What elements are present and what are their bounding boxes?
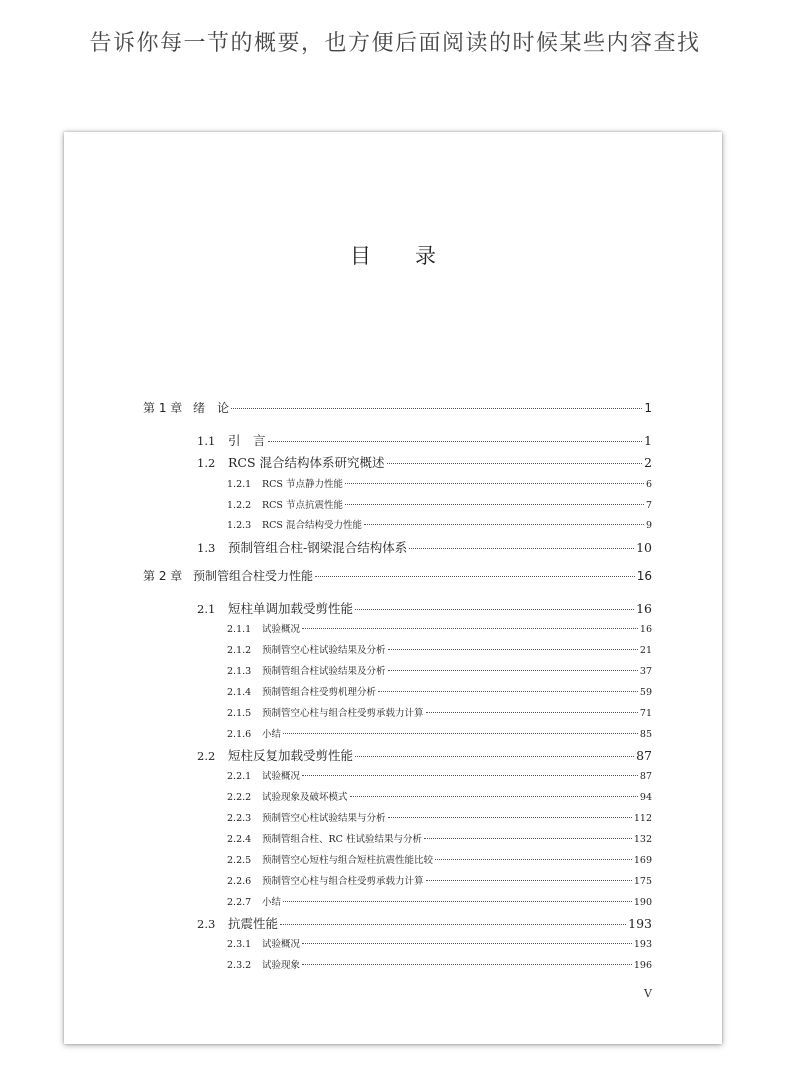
toc-entry-number: 1.1 [197,434,216,448]
toc-entry-number: 2.1.3 [227,666,252,677]
dot-leader [350,796,638,797]
toc-entry-label: 试验概况 [262,939,301,950]
toc-entry-page: 10 [636,540,652,555]
toc-entry-number: 1.2.3 [227,520,252,531]
toc-entry-subsection[interactable] [227,621,652,635]
toc-entry-page: 6 [645,479,652,490]
dot-leader [426,880,632,881]
toc-entry-number: 第 2 章 [143,569,183,583]
dot-leader [268,441,643,442]
toc-entry-number: 2.1.1 [227,624,252,635]
toc-entry-subsection[interactable] [227,663,652,677]
dot-leader [355,756,634,757]
toc-entry-page: 1 [644,401,652,415]
toc-entry-subsection[interactable] [227,684,652,698]
toc-entry-number: 1.2.1 [227,479,252,490]
dot-leader [280,924,626,925]
dot-leader [388,670,638,671]
toc-entry-subsection[interactable] [227,476,652,490]
toc-entry-section[interactable] [197,914,652,932]
dot-leader [315,576,635,577]
toc-entry-number: 2.1.6 [227,729,252,740]
toc-entry-label: RCS 节点静力性能 [262,479,343,490]
toc-entry-number: 2.1 [197,602,216,616]
toc-entry-subsection[interactable] [227,768,652,782]
dot-leader [426,712,638,713]
toc-entry-label: 试验现象 [262,960,301,971]
toc-entry-subsection[interactable] [227,810,652,824]
toc-entry-page: 87 [639,771,652,782]
toc-entry-section[interactable] [197,599,652,617]
toc-entry-number: 2.3.2 [227,960,252,971]
dot-leader [378,691,638,692]
toc-entry-chapter-1[interactable] [143,399,652,416]
toc-entry-page: 94 [639,792,652,803]
toc-entry-subsection[interactable] [227,517,652,531]
toc-entry-page: 37 [639,666,652,677]
toc-entry-label: 预制管空心柱与组合柱受剪承载力计算 [262,876,424,887]
dot-leader [302,943,632,944]
toc-entry-label: 小结 [262,897,282,908]
toc-entry-number: 2.3.1 [227,939,252,950]
book-page [64,132,722,1044]
toc-entry-subsection[interactable] [227,789,652,803]
toc-entry-label: 绪 论 [193,401,230,415]
toc-entry-page: 16 [639,624,652,635]
dot-leader [435,859,632,860]
toc-title: 目录 [350,244,480,268]
toc-entry-section[interactable] [197,431,652,449]
toc-entry-number: 2.2 [197,749,216,763]
toc-entry-number: 2.2.2 [227,792,252,803]
toc-entry-page: 132 [633,834,652,845]
toc-entry-page: 85 [639,729,652,740]
toc-entry-number: 1.2.2 [227,500,252,511]
toc-entry-page: 193 [633,939,652,950]
toc-entry-page: 59 [639,687,652,698]
dot-leader [409,548,634,549]
toc-entry-subsection[interactable] [227,497,652,511]
toc-entry-label: 预制管空心短柱与组合短柱抗震性能比较 [262,855,434,866]
toc-entry-subsection[interactable] [227,642,652,656]
toc-entry-label: 短柱单调加载受剪性能 [228,601,354,616]
dot-leader [302,964,632,965]
toc-entry-page: 190 [633,897,652,908]
toc-entry-page: 169 [633,855,652,866]
dot-leader [424,838,632,839]
toc-entry-page: 7 [645,500,652,511]
toc-entry-number: 第 1 章 [143,401,183,415]
toc-entry-label: RCS 混合结构体系研究概述 [228,455,385,470]
toc-entry-number: 2.2.4 [227,834,252,845]
dot-leader [231,408,642,409]
toc-entry-section[interactable] [197,746,652,764]
dot-leader [345,504,644,505]
toc-entry-page: 175 [633,876,652,887]
toc-entry-subsection[interactable] [227,705,652,719]
toc-entry-number: 2.1.2 [227,645,252,656]
toc-entry-page: 193 [628,916,652,931]
toc-entry-label: 预制管组合柱-钢梁混合结构体系 [228,540,408,555]
toc-entry-label: 预制管组合柱受力性能 [193,569,314,583]
toc-entry-label: 短柱反复加载受剪性能 [228,748,354,763]
dot-leader [388,817,632,818]
dot-leader [302,775,638,776]
toc-entry-number: 2.1.4 [227,687,252,698]
toc-entry-label: 试验概况 [262,624,301,635]
toc-entry-number: 2.3 [197,917,216,931]
dot-leader [355,609,634,610]
toc-entry-page: 21 [639,645,652,656]
toc-entry-page: 2 [644,455,652,470]
toc-entry-chapter-2[interactable] [143,567,652,584]
toc-entry-label: RCS 混合结构受力性能 [262,520,362,531]
toc-entry-section[interactable] [197,538,652,556]
toc-entry-page: 196 [633,960,652,971]
toc-entry-subsection[interactable] [227,957,652,971]
toc-entry-subsection[interactable] [227,873,652,887]
dot-leader [283,901,632,902]
toc-entry-label: 预制管组合柱试验结果及分析 [262,666,386,677]
toc-entry-label: 预制管组合柱、RC 柱试验结果与分析 [262,834,422,845]
toc-entry-page: 16 [636,601,652,616]
toc-entry-page: 16 [636,569,652,583]
toc-entry-label: 预制管空心柱与组合柱受剪承载力计算 [262,708,424,719]
toc-entry-label: 预制管组合柱受剪机理分析 [262,687,377,698]
toc-entry-subsection[interactable] [227,831,652,845]
toc-entry-number: 2.1.5 [227,708,252,719]
toc-entry-number: 2.2.1 [227,771,252,782]
toc-entry-page: 112 [633,813,652,824]
toc-entry-subsection[interactable] [227,726,652,740]
toc-entry-number: 1.3 [197,541,216,555]
dot-leader [302,628,638,629]
toc-entry-label: 试验概况 [262,771,301,782]
dot-leader [364,524,644,525]
toc-entry-label: 引 言 [228,433,266,448]
dot-leader [388,649,638,650]
table-of-contents [64,132,722,1044]
toc-entry-section[interactable] [197,453,652,471]
dot-leader [345,483,644,484]
toc-entry-number: 2.2.5 [227,855,252,866]
toc-entry-number: 1.2 [197,456,216,470]
toc-entry-subsection[interactable] [227,852,652,866]
toc-entry-label: RCS 节点抗震性能 [262,500,343,511]
caption-text: 告诉你每一节的概要，也方便后面阅读的时候某些内容查找 [89,31,701,56]
dot-leader [387,463,643,464]
toc-entry-page: 9 [645,520,652,531]
toc-entry-label: 试验现象及破坏模式 [262,792,348,803]
toc-entry-page: 71 [639,708,652,719]
toc-entry-label: 小结 [262,729,282,740]
toc-entry-subsection[interactable] [227,936,652,950]
toc-entry-page: 1 [644,433,652,448]
dot-leader [283,733,638,734]
page-number: V [644,987,652,1000]
toc-entry-page: 87 [636,748,652,763]
toc-entry-label: 抗震性能 [228,916,279,931]
toc-entry-label: 预制管空心柱试验结果及分析 [262,645,386,656]
toc-entry-number: 2.2.3 [227,813,252,824]
toc-entry-label: 预制管空心柱试验结果与分析 [262,813,386,824]
toc-entry-subsection[interactable] [227,894,652,908]
toc-entry-number: 2.2.7 [227,897,252,908]
toc-entry-number: 2.2.6 [227,876,252,887]
